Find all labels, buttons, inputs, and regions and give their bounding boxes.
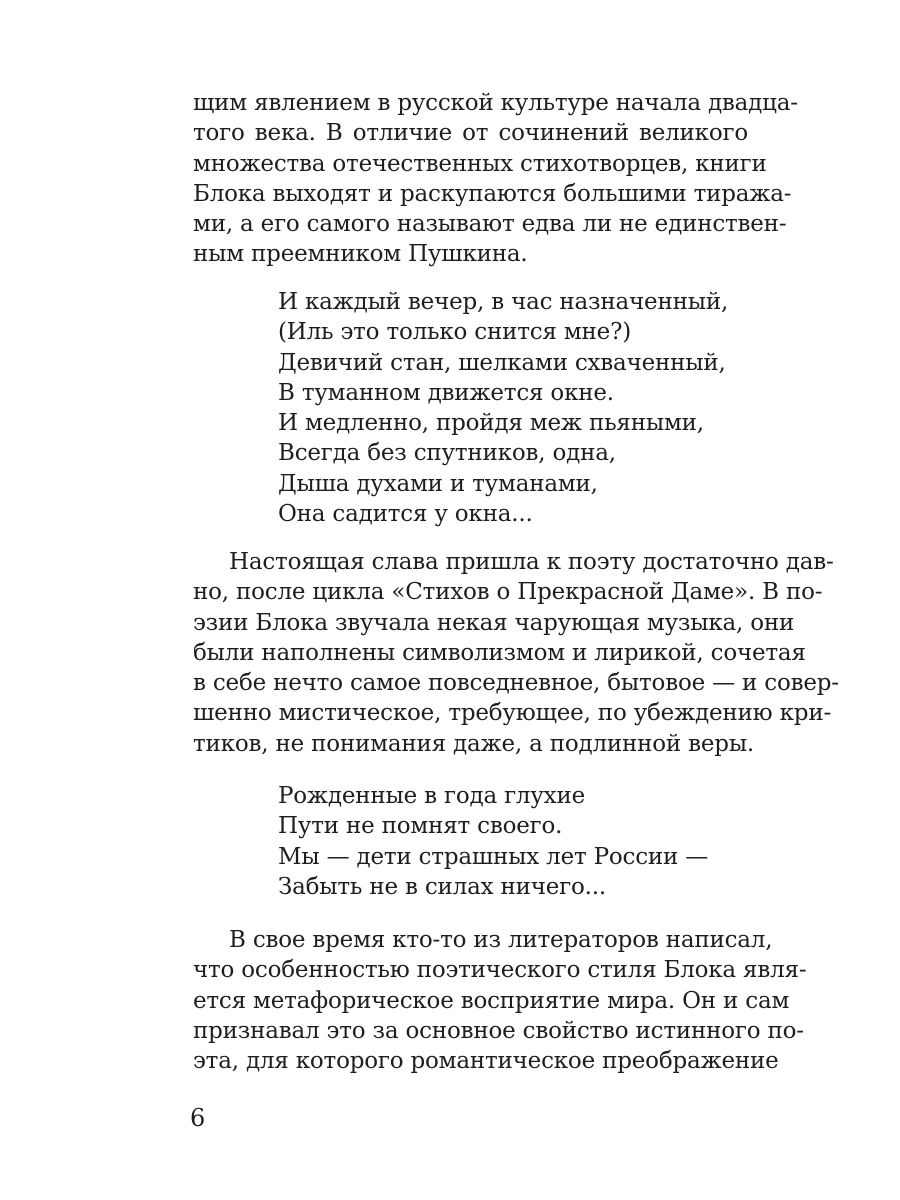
paragraph-2 xyxy=(193,547,839,759)
poem-line: Мы — дети страшных лет России — xyxy=(278,843,709,870)
poem-2 xyxy=(278,781,708,902)
paragraph-line: ми, а его самого называют едва ли не единствен- xyxy=(193,211,787,238)
paragraph-line: Настоящая слава пришла к поэту достаточно дав- xyxy=(229,549,834,575)
page-number: 6 xyxy=(190,1104,206,1132)
poem-line: Девичий стан, шелками схваченный, xyxy=(278,349,726,376)
poem-line: И каждый вечер, в час назначенный, xyxy=(278,289,729,315)
poem-line: И медленно, пройдя меж пьяными, xyxy=(278,410,704,437)
poem-line: (Иль это только снится мне?) xyxy=(278,319,631,346)
paragraph-1 xyxy=(193,88,798,270)
poem-line: Рожденные в года глухие xyxy=(278,783,585,809)
paragraph-line: в себе нечто самое повседневное, бытовое — и совер- xyxy=(193,670,839,697)
paragraph-line: были наполнены символизмом и лирикой, сочетая xyxy=(193,639,806,666)
poem-line: Дыша духами и туманами, xyxy=(278,470,598,497)
paragraph-line: множества отечественных стихотворцев, книги xyxy=(193,150,767,177)
poem-line: В туманном движется окне. xyxy=(278,379,614,406)
paragraph-line: признавал это за основное свойство истинного по- xyxy=(193,1017,804,1044)
paragraph-line: щим явлением в русской культуре начала двадца- xyxy=(193,90,798,116)
poem-line: Пути не помнят своего. xyxy=(278,813,563,840)
paragraph-line: В свое время кто-то из литераторов написал, xyxy=(229,927,773,953)
paragraph-line: Блока выходят и раскупаются большими тиража- xyxy=(193,180,792,207)
paragraph-line: тиков, не понимания даже, а подлинной веры. xyxy=(193,730,755,757)
paragraph-line: но, после цикла «Стихов о Прекрасной Даме». В по- xyxy=(193,579,823,606)
paragraph-line: того века. В отличие от сочинений великого xyxy=(193,120,748,147)
paragraph-line: ется метафорическое восприятие мира. Он и сам xyxy=(193,987,790,1014)
poem-line: Всегда без спутников, одна, xyxy=(278,440,616,467)
poem-line: Она садится у окна... xyxy=(278,501,533,528)
poem-line: Забыть не в силах ничего... xyxy=(278,873,606,900)
paragraph-line: шенно мистическое, требующее, по убеждению кри- xyxy=(193,700,832,727)
paragraph-3 xyxy=(193,925,807,1076)
paragraph-line: ным преемником Пушкина. xyxy=(193,241,528,268)
paragraph-line: эзии Блока звучала некая чарующая музыка, они xyxy=(193,609,795,636)
poem-1 xyxy=(278,287,728,529)
paragraph-line: эта, для которого романтическое преображение xyxy=(193,1048,779,1075)
paragraph-line: что особенностью поэтического стиля Блока явля- xyxy=(193,957,807,984)
